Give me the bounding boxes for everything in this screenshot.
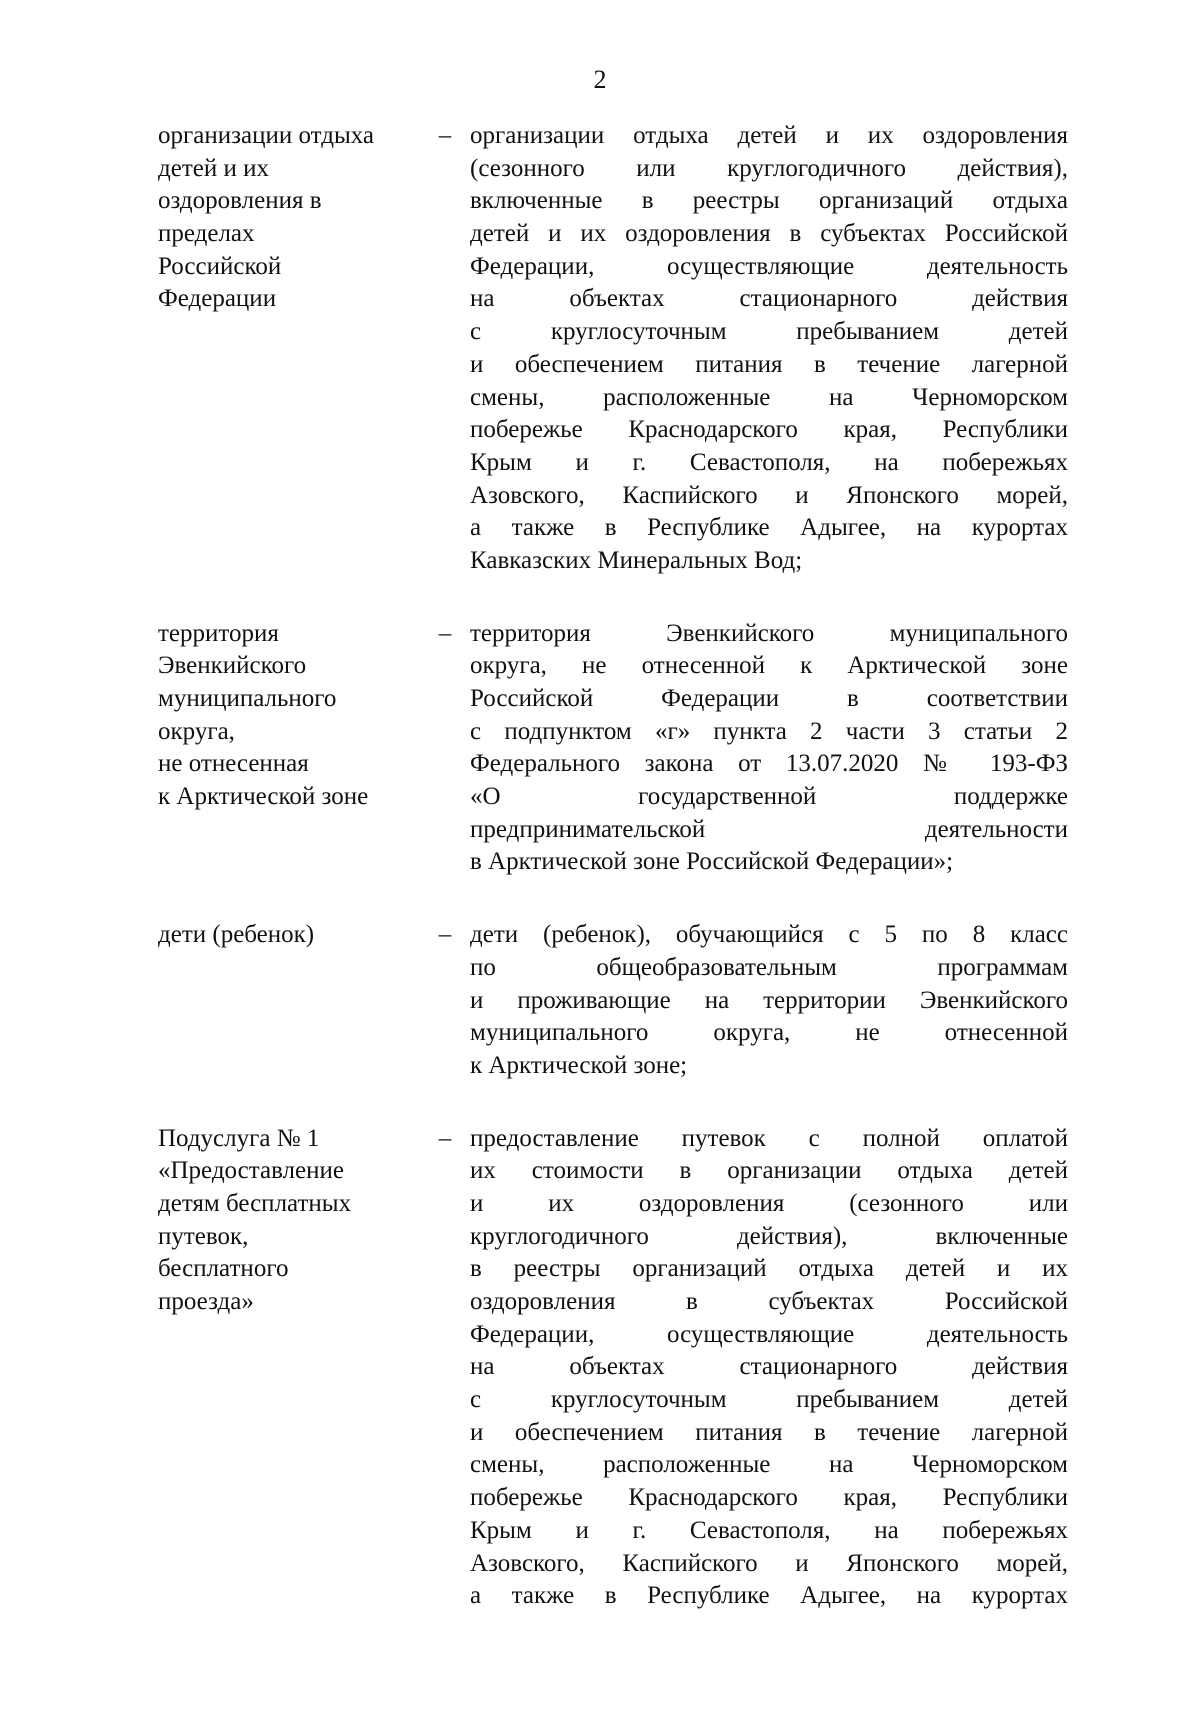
description-line: их стоимости в организации отдыха детей [470,1157,1068,1185]
description-line: дети (ребенок), обучающийся с 5 по 8 класс [470,921,1068,949]
description-line: организации отдыха детей и их оздоровления [470,122,1068,149]
definition-description [470,120,1068,578]
description-line: муниципального округа, не отнесенной [470,1019,1068,1047]
term-line: к Арктической зоне [158,783,369,811]
description-line: Российской Федерации в соответствии [470,685,1068,712]
page-number: 2 [593,65,607,94]
term-line: детей и их [158,154,269,182]
definition-term [158,1123,420,1319]
description-line: детей и их оздоровления в субъектах Российской [470,220,1068,248]
description-line: Азовского, Каспийского и Японского морей, [470,1549,1068,1577]
description-line: побережье Краснодарского края, Республики [470,416,1068,444]
description-line: по общеобразовательным программам [470,953,1068,981]
description-line: Федерального закона от 13.07.2020 № 193-ФЗ [470,750,1068,778]
term-line: муниципального [158,685,337,712]
term-line: оздоровления в [158,187,322,215]
description-line: побережье Краснодарского края, Республики [470,1484,1068,1512]
term-line: Эвенкийского [158,652,307,680]
description-line: а также в Республике Адыгее, на курортах [470,514,1068,542]
description-line: на объектах стационарного действия [470,285,1068,313]
description-line: и обеспечением питания в течение лагерной [470,1418,1068,1446]
description-line: Крым и г. Севастополя, на побережьях [470,1516,1068,1544]
term-line: детям бесплатных [158,1189,352,1217]
description-line: округа, не отнесенной к Арктической зоне [470,652,1068,680]
description-line: Федерации, осуществляющие деятельность [470,252,1068,280]
definition-row [158,120,1068,578]
description-line: предпринимательской деятельности [470,815,1068,843]
definition-dash: – [438,619,452,647]
term-line: бесплатного [158,1255,289,1283]
description-line: включенные в реестры организаций отдыха [470,187,1068,215]
definition-description [470,919,1068,1082]
description-line: с круглосуточным пребыванием детей [470,1386,1068,1414]
term-line: путевок, [158,1222,249,1250]
description-line: в Арктической зоне Российской Федерации»; [470,848,954,876]
definition-description [470,1123,1068,1613]
description-line: смены, расположенные на Черноморском [470,1451,1068,1479]
term-line: Российской [158,252,282,280]
definition-dash: – [438,122,452,149]
description-line: и проживающие на территории Эвенкийского [470,986,1068,1014]
description-line: Крым и г. Севастополя, на побережьях [470,448,1068,476]
definition-term [158,919,420,952]
term-line: не отнесенная [158,750,309,778]
description-line: с круглосуточным пребыванием детей [470,318,1068,346]
description-line: предоставление путевок с полной оплатой [470,1124,1068,1152]
description-line: к Арктической зоне; [470,1051,688,1079]
description-line: смены, расположенные на Черноморском [470,383,1068,411]
description-line: в реестры организаций отдыха детей и их [470,1255,1068,1283]
definition-row [158,618,1068,880]
description-line: круглогодичного действия), включенные [470,1222,1068,1250]
description-line: Азовского, Каспийского и Японского морей, [470,481,1068,509]
definition-row [158,919,1068,1082]
description-line: Федерации, осуществляющие деятельность [470,1320,1068,1348]
term-line: округа, [158,717,235,745]
description-line: с подпунктом «г» пункта 2 части 3 статьи 2 [470,717,1068,745]
term-line: «Предоставление [158,1157,344,1185]
definition-row [158,1123,1068,1613]
term-line: организации отдыха [158,122,375,149]
term-line: пределах [158,220,255,248]
definition-dash: – [438,921,452,949]
term-line: проезда» [158,1288,254,1315]
definition-term [158,120,420,316]
description-line: и обеспечением питания в течение лагерной [470,350,1068,378]
definition-term [158,618,420,814]
description-line: территория Эвенкийского муниципального [470,619,1068,647]
term-line: Подуслуга № 1 [158,1124,320,1152]
description-line: (сезонного или круглогодичного действия), [470,154,1068,182]
definitions-list [158,120,1068,1653]
description-line: «О государственной поддержке [470,783,1068,811]
description-line: на объектах стационарного действия [470,1353,1068,1381]
description-line: Кавказских Минеральных Вод; [470,546,803,574]
definition-dash: – [438,1124,452,1152]
term-line: Федерации [158,285,277,313]
description-line: оздоровления в субъектах Российской [470,1288,1068,1315]
definition-description [470,618,1068,880]
term-line: территория [158,619,279,647]
description-line: а также в Республике Адыгее, на курортах [470,1582,1068,1610]
term-line: дети (ребенок) [158,921,315,949]
description-line: и их оздоровления (сезонного или [470,1189,1068,1217]
